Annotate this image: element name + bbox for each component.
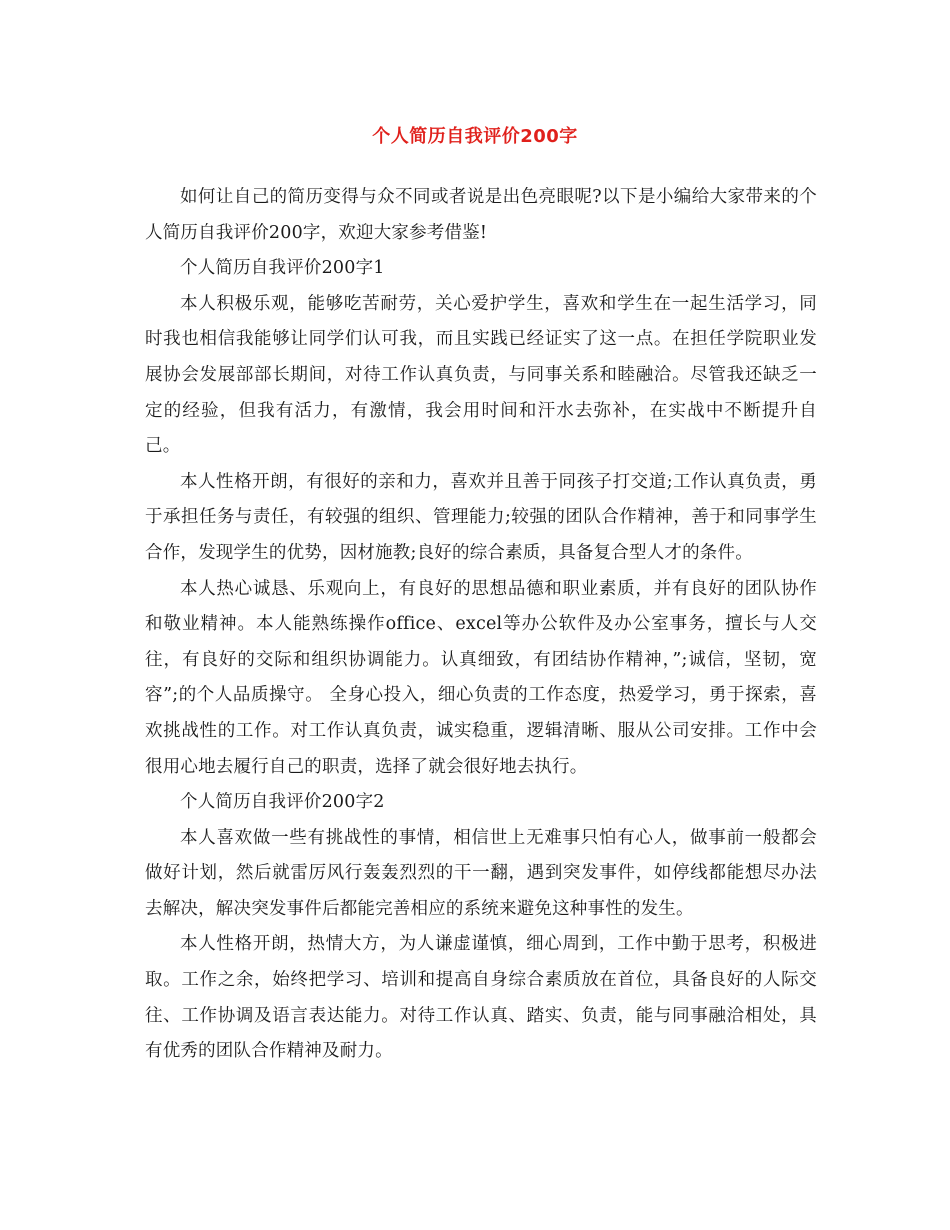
section-1-paragraph-1: 本人积极乐观，能够吃苦耐劳，关心爱护学生，喜欢和学生在一起生活学习，同时我也相信我能够让同学们认可我，而且实践已经证实了这一点。在担任学院职业发展协会发展部部长期间，对待工作认真负责，与同事关系和睦融洽。尽管我还缺乏一定的经验，但我有活力，有激情，我会用时间和汗水去弥补，在实战中不断提升自己。 xyxy=(145,293,817,457)
section-1-heading: 个人简历自我评价200字1 xyxy=(180,258,385,279)
document-body xyxy=(145,180,817,1070)
section-2-heading: 个人简历自我评价200字2 xyxy=(180,792,385,813)
section-2-paragraph-2: 本人性格开朗，热情大方，为人谦虚谨慎，细心周到，工作中勤于思考，积极进取。工作之余，始终把学习、培训和提高自身综合素质放在首位，具备良好的人际交往、工作协调及语言表达能力。对待工作认真、踏实、负责，能与同事融洽相处，具有优秀的团队合作精神及耐力。 xyxy=(145,934,817,1062)
section-1-paragraph-2: 本人性格开朗，有很好的亲和力，喜欢并且善于同孩子打交道;工作认真负责，勇于承担任务与责任，有较强的组织、管理能力;较强的团队合作精神，善于和同事学生合作，发现学生的优势，因材施教;良好的综合素质，具备复合型人才的条件。 xyxy=(145,471,817,563)
document-title: 个人简历自我评价200字 xyxy=(372,126,578,147)
section-2-paragraph-1: 本人喜欢做一些有挑战性的事情，相信世上无难事只怕有心人，做事前一般都会做好计划，然后就雷厉风行轰轰烈烈的干一翻，遇到突发事件，如停线都能想尽办法去解决，解决突发事件后都能完善相应的系统来避免这种事性的发生。 xyxy=(145,827,817,919)
section-1-paragraph-3: 本人热心诚恳、乐观向上，有良好的思想品德和职业素质，并有良好的团队协作和敬业精神。本人能熟练操作office、excel等办公软件及办公室事务，擅长与人交往，有良好的交际和组织协调能力。认真细致，有团结协作精神，”;诚信，坚韧，宽容”;的个人品质操守。 全身心投入，细心负责的工作态度，热爱学习，勇于探索，喜欢挑战性的工作。对工作认真负责，诚实稳重，逻辑清晰、服从公司安排。工作中会很用心地去履行自己的职责，选择了就会很好地去执行。 xyxy=(145,578,817,777)
intro-paragraph: 如何让自己的简历变得与众不同或者说是出色亮眼呢?以下是小编给大家带来的个人简历自我评价200字，欢迎大家参考借鉴! xyxy=(145,187,817,243)
